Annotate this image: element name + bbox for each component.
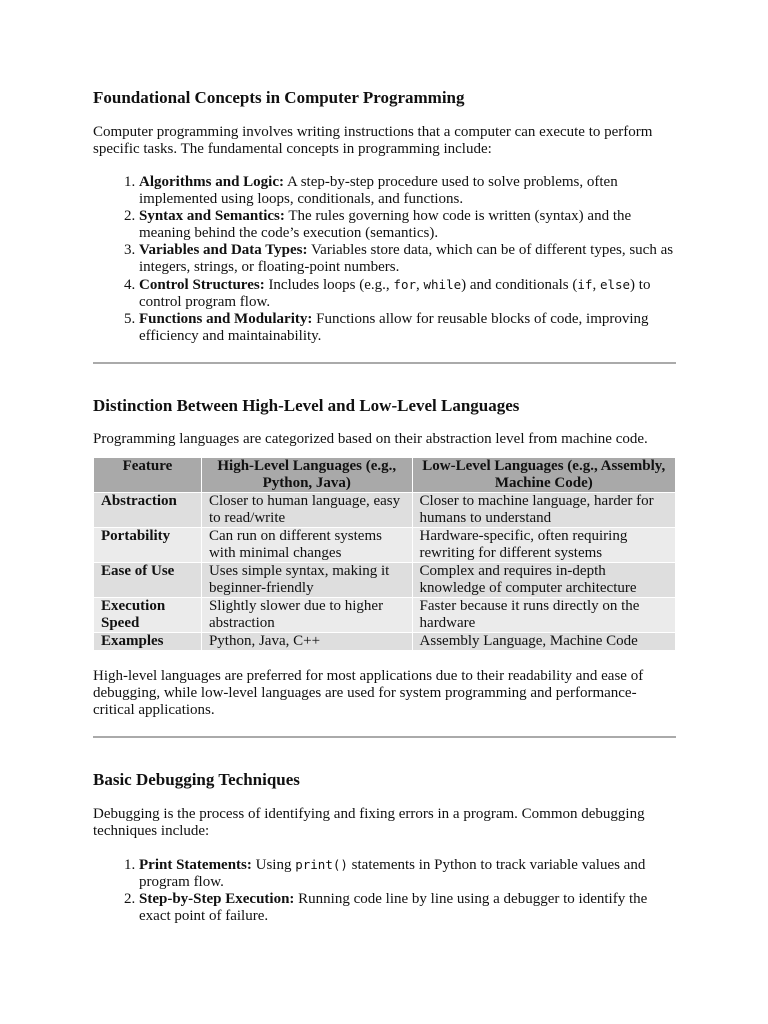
- list-item-text: A step-by-step procedure used to solve problems, often implemented using loops, conditionals, and functions.: [139, 174, 618, 207]
- list-item-term: Syntax and Semantics:: [139, 208, 285, 224]
- list-item-text: ) and conditionals (: [461, 277, 578, 293]
- inline-code: if: [577, 277, 593, 292]
- table-cell: Assembly Language, Machine Code: [412, 633, 675, 651]
- list-item: [139, 891, 676, 925]
- list-item-text: ,: [416, 277, 424, 293]
- section-title-foundational-concepts: Foundational Concepts in Computer Programming: [93, 88, 465, 107]
- list-item: [139, 242, 676, 276]
- table-row-header: Examples: [94, 633, 202, 651]
- concepts-list: [93, 174, 676, 345]
- list-item: [139, 856, 676, 891]
- table-cell: Hardware-specific, often requiring rewriting for different systems: [412, 528, 675, 563]
- table-row: [94, 528, 676, 563]
- table-header-cell: High-Level Languages (e.g., Python, Java): [201, 458, 412, 493]
- section-outro: High-level languages are preferred for most applications due to their readability and ease of debugging, while low-level languages are used for system programming and performance-critical applications.: [93, 668, 644, 718]
- table-cell: Python, Java, C++: [201, 633, 412, 651]
- inline-code: for: [393, 277, 416, 292]
- inline-code: print(): [295, 857, 348, 872]
- list-item-text: ,: [592, 277, 600, 293]
- table-cell: Can run on different systems with minimal changes: [201, 528, 412, 563]
- document-content: [93, 88, 676, 925]
- table-row-header: Portability: [94, 528, 202, 563]
- table-row: [94, 493, 676, 528]
- list-item-text: The rules governing how code is written (syntax) and the meaning behind the code’s execution (semantics).: [139, 208, 632, 241]
- table-row: [94, 598, 676, 633]
- list-item-text: Functions allow for reusable blocks of code, improving efficiency and maintainability.: [139, 311, 649, 344]
- table-header-cell: Low-Level Languages (e.g., Assembly, Machine Code): [412, 458, 675, 493]
- inline-code: while: [423, 277, 462, 292]
- table-row: [94, 633, 676, 651]
- section-intro: Debugging is the process of identifying and fixing errors in a program. Common debugging techniques include:: [93, 806, 645, 839]
- list-item-text: statements in Python to track variable values and program flow.: [139, 857, 646, 890]
- debugging-list: [93, 856, 676, 925]
- table-cell: Complex and requires in-depth knowledge of computer architecture: [412, 563, 675, 598]
- table-row-header: Ease of Use: [94, 563, 202, 598]
- table-row-header: Execution Speed: [94, 598, 202, 633]
- table-row-header: Abstraction: [94, 493, 202, 528]
- list-item-term: Control Structures:: [139, 277, 265, 293]
- table-cell: Uses simple syntax, making it beginner-friendly: [201, 563, 412, 598]
- list-item: [139, 276, 676, 311]
- section-divider: [93, 362, 676, 364]
- inline-code: else: [599, 277, 631, 292]
- table-cell: Slightly slower due to higher abstraction: [201, 598, 412, 633]
- list-item-term: Variables and Data Types:: [139, 242, 308, 258]
- table-header-cell: Feature: [94, 458, 202, 493]
- list-item: [139, 174, 676, 208]
- section-title-debugging: Basic Debugging Techniques: [93, 770, 300, 789]
- section-intro: Programming languages are categorized based on their abstraction level from machine code.: [93, 431, 648, 447]
- comparison-table: [93, 457, 676, 651]
- table-row: [94, 563, 676, 598]
- table-cell: Closer to human language, easy to read/write: [201, 493, 412, 528]
- table-cell: Closer to machine language, harder for humans to understand: [412, 493, 675, 528]
- list-item-term: Step-by-Step Execution:: [139, 891, 295, 907]
- table-header-row: [94, 458, 676, 493]
- section-divider: [93, 736, 676, 738]
- section-intro: Computer programming involves writing instructions that a computer can execute to perform specific tasks. The fundamental concepts in programming include:: [93, 124, 653, 157]
- table-cell: Faster because it runs directly on the hardware: [412, 598, 675, 633]
- list-item: [139, 311, 676, 345]
- list-item-text: Includes loops (e.g.,: [264, 277, 394, 293]
- list-item-term: Print Statements:: [139, 857, 252, 873]
- list-item-term: Algorithms and Logic:: [139, 174, 285, 190]
- list-item-term: Functions and Modularity:: [139, 311, 313, 327]
- list-item-text: ) to control program flow.: [139, 277, 651, 310]
- list-item-text: Variables store data, which can be of different types, such as integers, strings, or floating-point numbers.: [139, 242, 674, 275]
- list-item: [139, 208, 676, 242]
- list-item-text: Using: [251, 857, 296, 873]
- section-title-language-levels: Distinction Between High-Level and Low-Level Languages: [93, 396, 520, 415]
- list-item-text: Running code line by line using a debugger to identify the exact point of failure.: [139, 891, 648, 924]
